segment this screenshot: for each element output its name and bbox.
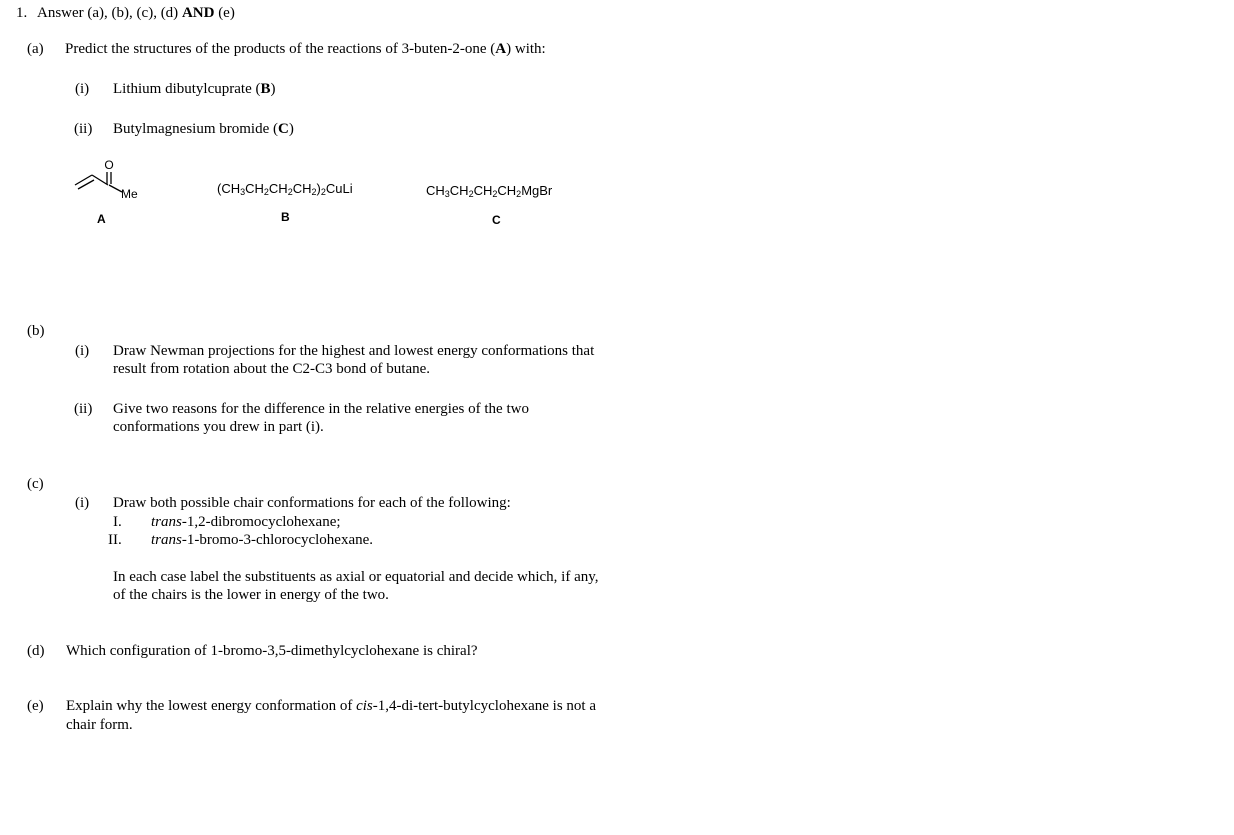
part-c-sub-item-2 — [108, 531, 373, 549]
formula-b-part: CH — [292, 181, 312, 196]
part-c-sub-item-2-num: II. — [108, 532, 122, 548]
part-c-label: (c) — [27, 476, 44, 492]
structure-c-label: C — [492, 213, 501, 227]
formula-c-sub: 2 — [516, 189, 522, 199]
part-e-label: (e) — [27, 698, 44, 714]
part-a-stem-suffix: ) with: — [506, 41, 546, 57]
part-c-sub-item-1-italic: trans — [151, 514, 182, 530]
part-c-item-text: Draw both possible chair conformations for each of the following: — [113, 495, 511, 511]
formula-c-sub: 2 — [468, 189, 474, 199]
part-c-sub-item-1-num: I. — [113, 514, 122, 530]
part-a-item-ii-bold: C — [277, 121, 289, 137]
part-b-item-i-line1: Draw Newman projections for the highest and lowest energy conformations that — [113, 343, 595, 359]
part-a-stem — [65, 40, 546, 58]
formula-c-part: CH — [497, 183, 517, 198]
question-number: 1. — [16, 5, 28, 21]
atom-me: Me — [121, 187, 138, 201]
part-a-item-i-suffix: ) — [270, 81, 276, 97]
part-a-stem-bold: A — [495, 41, 507, 57]
formula-c-part: CH — [426, 183, 445, 198]
formula-b-part: (CH — [217, 181, 241, 196]
part-a-item-ii-num: (ii) — [74, 121, 93, 137]
formula-c-sub: 2 — [492, 189, 498, 199]
question-intro-suffix: (e) — [214, 5, 235, 21]
part-b-item-i-num: (i) — [75, 343, 90, 359]
part-a-item-ii-text — [113, 120, 294, 138]
part-a-item-i-prefix: Lithium dibutylcuprate ( — [113, 81, 261, 97]
part-d-label: (d) — [27, 643, 45, 659]
formula-b-part: ) — [316, 181, 321, 196]
part-c-note-line1: In each case label the substituents as axial or equatorial and decide which, if any, — [113, 569, 599, 585]
part-b-item-ii-line2: conformations you drew in part (i). — [113, 419, 324, 435]
formula-b-sub: 2 — [263, 187, 269, 197]
formula-c-part: MgBr — [521, 183, 553, 198]
part-a-item-i-num: (i) — [75, 81, 90, 97]
bond-c3-c2 — [92, 175, 108, 185]
formula-c-sub: 3 — [444, 189, 450, 199]
part-a-item-ii-suffix: ) — [288, 121, 294, 137]
part-a-item-i-bold: B — [260, 81, 271, 97]
formula-b-sub: 2 — [320, 187, 326, 197]
structure-a-skeletal — [70, 156, 160, 206]
formula-b-part: CH — [245, 181, 264, 196]
part-a-item-ii-prefix: Butylmagnesium bromide ( — [113, 121, 278, 137]
bond-c4-c3 — [75, 175, 92, 185]
formula-b-sub: 3 — [240, 187, 246, 197]
part-a-stem-text: Predict the structures of the products of the reactions of 3-buten-2-one ( — [65, 41, 496, 57]
part-e-line2: chair form. — [66, 717, 133, 733]
atom-o: O — [104, 158, 114, 172]
part-d-text: Which configuration of 1-bromo-3,5-dimethylcyclohexane is chiral? — [66, 643, 478, 659]
part-c-sub-item-1-rest: -1,2-dibromocyclohexane; — [181, 514, 341, 530]
structure-c-formula — [426, 182, 552, 200]
part-b-label: (b) — [27, 323, 45, 339]
part-c-item-num: (i) — [75, 495, 90, 511]
part-c-sub-item-1 — [113, 513, 341, 531]
part-c-sub-item-2-rest: -1-bromo-3-chlorocyclohexane. — [181, 532, 374, 548]
part-b-item-ii-line1: Give two reasons for the difference in the relative energies of the two — [113, 401, 529, 417]
part-b-item-i-line2: result from rotation about the C2-C3 bond of butane. — [113, 361, 431, 377]
formula-b-sub: 2 — [287, 187, 293, 197]
part-e-line1-suffix: -1,4-di-tert-butylcyclohexane is not a — [372, 698, 597, 714]
formula-c-part: CH — [449, 183, 469, 198]
part-c-note-line2: of the chairs is the lower in energy of the two. — [113, 587, 389, 603]
structure-b-formula — [217, 180, 353, 198]
part-e-line1-italic: cis — [356, 698, 373, 714]
formula-c-part: CH — [473, 183, 493, 198]
part-b-item-ii-num: (ii) — [74, 401, 93, 417]
part-e-line1-prefix: Explain why the lowest energy conformation of — [66, 698, 357, 714]
question-heading — [16, 4, 235, 22]
question-intro: Answer (a), (b), (c), (d) — [37, 5, 182, 21]
part-a-label: (a) — [27, 41, 44, 57]
question-intro-and: AND — [181, 5, 215, 21]
part-a-item-i-text — [113, 80, 275, 98]
structure-a-label: A — [97, 212, 106, 226]
part-c-sub-item-2-italic: trans — [151, 532, 182, 548]
formula-b-part: CH — [268, 181, 288, 196]
formula-b-part: CuLi — [325, 181, 353, 196]
part-e-line1 — [66, 697, 596, 715]
formula-b-sub: 2 — [311, 187, 317, 197]
structure-b-label: B — [281, 210, 290, 224]
